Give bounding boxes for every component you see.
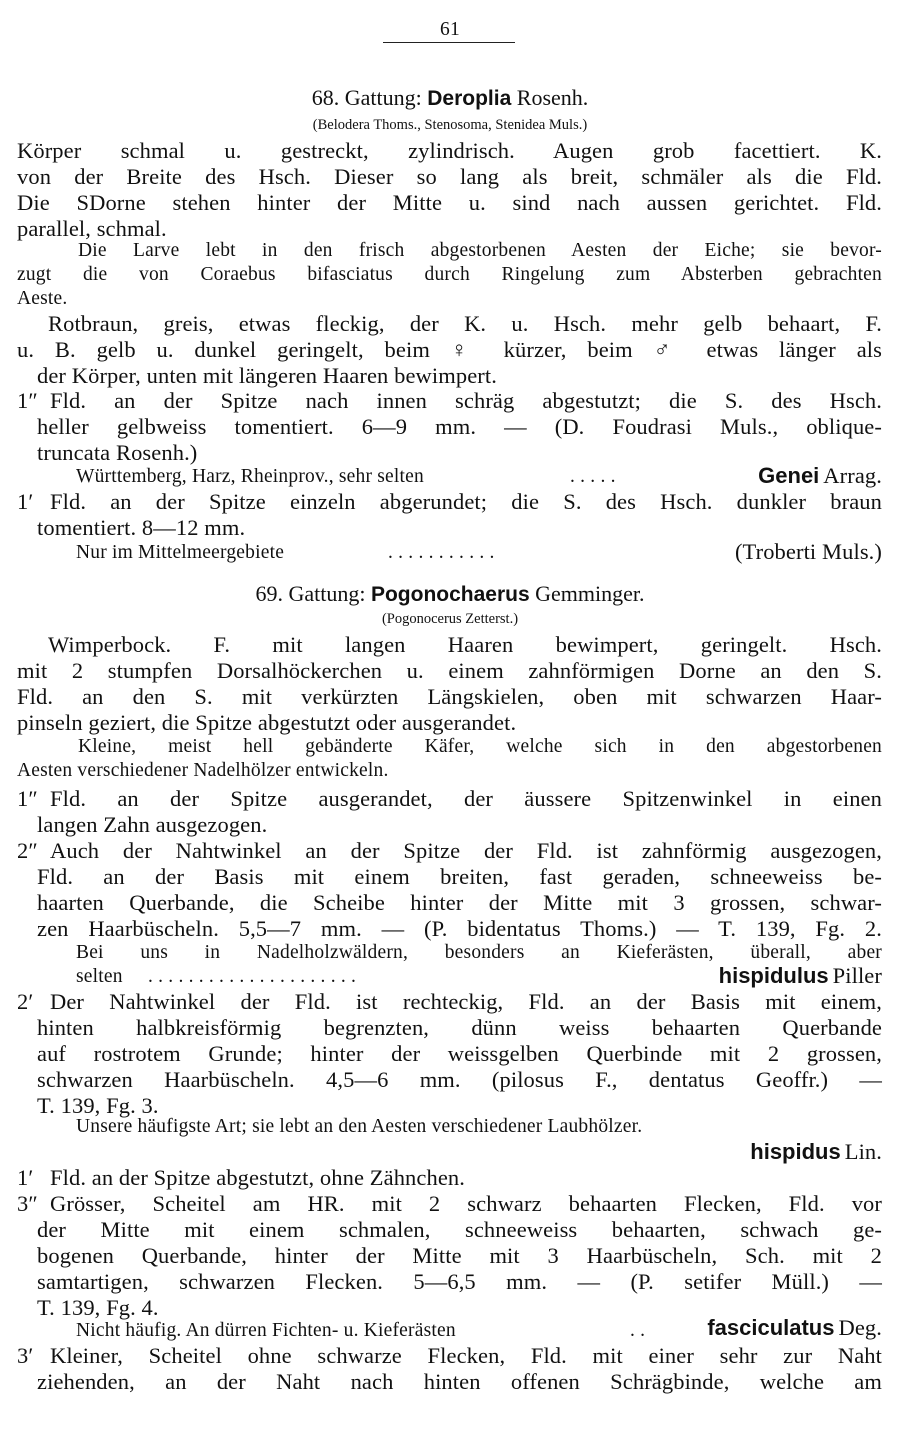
key-text-line: Fld. an der Basis mit einem breiten, fast geraden, schneeweiss be- [37,864,882,889]
key-number: 1′ [17,489,34,514]
key-text-line: hinten halbkreisförmig begrenzten, dünn weiss behaarten Querbande [37,1015,882,1040]
key-text-line: heller gelbweiss tomentiert. 6—9 mm. — (D. Foudrasi Muls., oblique- [37,414,882,439]
key-text-line: Auch der Nahtwinkel an der Spitze der Fld. ist zahnförmig ausgezogen, [50,838,882,863]
genus-description-line: von der Breite des Hsch. Dieser so lang als breit, schmäler als die Fld. [17,164,882,189]
dot-leader: . . [630,1320,646,1341]
biology-line: Die Larve lebt in den frisch abgestorbenen Aesten der Eiche; sie bevor- [78,240,882,261]
key-text-line: T. 139, Fg. 3. [37,1093,159,1118]
dot-leader: . . . . . [570,466,616,487]
key-number: 2″ [17,838,38,863]
genus-description-line: Fld. an den S. mit verkürzten Längskielen, oben mit schwarzen Haar- [17,684,882,709]
genus-heading-69-prefix: 69. Gattung: [255,581,371,606]
genus-description-line: parallel, schmal. [17,216,167,241]
species-name-fasciculatus: fasciculatus [707,1315,835,1340]
dot-leader: . . . . . . . . . . . . . . . . . . . . . [148,966,357,987]
biology-line: Aeste. [17,288,68,309]
key-number: 1″ [17,786,38,811]
species-entry [719,965,882,988]
key-text-line: Fld. an der Spitze ausgerandet, der äussere Spitzenwinkel in einen [50,786,882,811]
genus-author: Gemminger. [535,581,645,606]
genus-description-line: Körper schmal u. gestreckt, zylindrisch. Augen grob facettiert. K. [17,138,882,163]
key-text-line: Kleiner, Scheitel ohne schwarze Flecken, Fld. mit einer sehr zur Naht [50,1343,882,1368]
genus-heading-69 [0,583,900,605]
range-text: Nur im Mittelmeergebiete [76,542,285,563]
key-number: 1′ [17,1165,34,1190]
biology-line: zugt die von Coraebus bifasciatus durch Ringelung zum Absterben gebrachten [17,264,882,285]
dot-leader: . . . . . . . . . . . [388,542,495,563]
species-author: Arrag. [823,463,882,488]
key-text-line: truncata Rosenh.) [37,440,198,465]
key-number: 1″ [17,388,38,413]
genus-description-line: Die SDorne stehen hinter der Mitte u. sind nach aussen gerichtet. Fld. [17,190,882,215]
range-text: selten [76,966,123,987]
species-author: Lin. [844,1139,882,1164]
key-text-line: auf rostrotem Grunde; hinter der weissgelben Querbinde mit 2 grossen, [37,1041,882,1066]
genus-synonyms: (Belodera Thoms., Stenosoma, Stenidea Muls.) [312,117,588,133]
header-rule [383,42,515,43]
genus-heading-68-prefix: 68. Gattung: [311,85,428,110]
genus-name-deroplia: Deroplia [427,87,512,110]
key-text-line: Fld. an der Spitze einzeln abgerundet; die S. des Hsch. dunkler braun [50,489,882,514]
species-entry [750,1141,882,1164]
key-text-line: samtartigen, schwarzen Flecken. 5—6,5 mm. — (P. setifer Müll.) — [37,1269,882,1294]
key-text-line: Grösser, Scheitel am HR. mit 2 schwarz behaarten Flecken, Fld. vor [50,1191,882,1216]
color-description-line: u. B. gelb u. dunkel geringelt, beim ♀ kürzer, beim ♂ etwas länger als [17,337,882,362]
species-author: Deg. [838,1315,882,1340]
key-text-line: tomentiert. 8—12 mm. [37,515,246,540]
genus-synonyms: (Pogonocerus Zetterst.) [381,611,519,627]
key-number: 3′ [17,1343,34,1368]
key-number: 2′ [17,989,34,1014]
species-entry [707,1317,882,1340]
species-name-genei: Genei [758,463,820,488]
range-text: Württemberg, Harz, Rheinprov., sehr selten [76,466,424,487]
species-name-hispidulus: hispidulus [718,963,829,988]
page-number: 61 [440,19,460,40]
key-text-line: langen Zahn ausgezogen. [37,812,268,837]
range-text: Bei uns in Nadelholzwäldern, besonders an Kieferästen, überall, aber [76,942,882,963]
genus-description-line: Wimperbock. F. mit langen Haaren bewimpert, geringelt. Hsch. [48,632,882,657]
key-text-line: T. 139, Fg. 4. [37,1295,159,1320]
biology-line: Kleine, meist hell gebänderte Käfer, welche sich in den abgestorbenen [78,736,882,757]
color-description-line: der Körper, unten mit längeren Haaren bewimpert. [37,363,497,388]
key-text-line: bogenen Querbande, hinter der Mitte mit 3 Haarbüscheln, Sch. mit 2 [37,1243,882,1268]
key-text-line: zen Haarbüscheln. 5,5—7 mm. — (P. bidentatus Thoms.) — T. 139, Fg. 2. [37,916,882,941]
genus-name-pogonochaerus: Pogonochaerus [370,583,530,606]
key-text-line: der Mitte mit einem schmalen, schneeweiss behaarten, schwach ge- [37,1217,882,1242]
genus-author: Rosenh. [516,85,589,110]
color-description-line: Rotbraun, greis, etwas fleckig, der K. u. Hsch. mehr gelb behaart, F. [48,311,882,336]
key-text-line: Der Nahtwinkel der Fld. ist rechteckig, Fld. an der Basis mit einem, [50,989,882,1014]
genus-heading-68 [0,87,900,109]
key-text-line: schwarzen Haarbüscheln. 4,5—6 mm. (pilosus F., dentatus Geoffr.) — [37,1067,882,1092]
range-text: Nicht häufig. An dürren Fichten- u. Kieferästen [76,1320,456,1341]
biology-line: Aesten verschiedener Nadelhölzer entwickeln. [17,760,389,781]
key-number: 3″ [17,1191,38,1216]
key-text-line: ziehenden, an der Naht nach hinten offenen Schrägbinde, welche am [37,1369,882,1394]
genus-description-line: mit 2 stumpfen Dorsalhöckerchen u. einem zahnförmigen Dorne an den S. [17,658,882,683]
range-text: Unsere häufigste Art; sie lebt an den Aesten verschiedener Laubhölzer. [76,1116,643,1137]
species-entry [758,465,882,488]
species-author: Piller [832,963,882,988]
genus-description-line: pinseln geziert, die Spitze abgestutzt oder ausgerandet. [17,710,517,735]
species-name-troberti: (Troberti Muls.) [734,539,882,564]
key-text-line: Fld. an der Spitze abgestutzt, ohne Zähnchen. [50,1165,466,1190]
key-text-line: haarten Querbande, die Scheibe hinter der Mitte mit 3 grossen, schwar- [37,890,882,915]
species-name-hispidus: hispidus [750,1139,841,1164]
key-text-line: Fld. an der Spitze nach innen schräg abgestutzt; die S. des Hsch. [50,388,882,413]
